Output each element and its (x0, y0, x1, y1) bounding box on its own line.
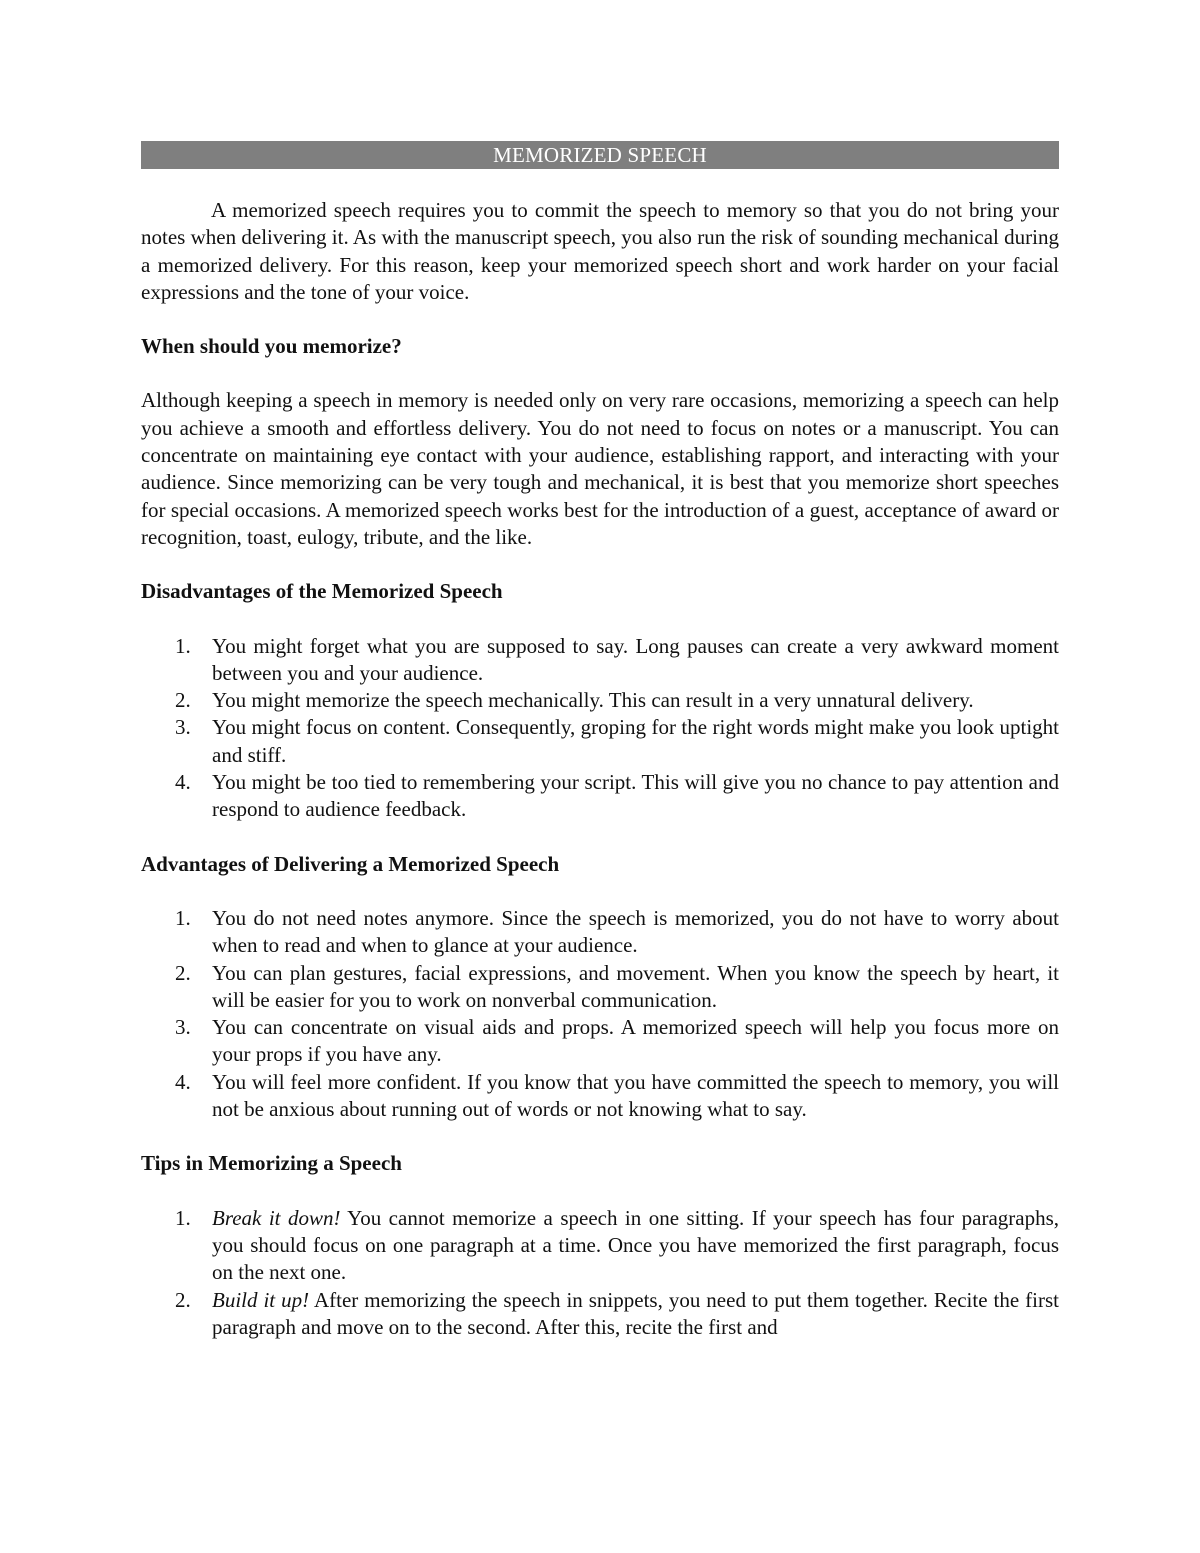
list-number: 3. (175, 1015, 191, 1040)
disadvantages-list (141, 633, 1059, 824)
list-item-text: You cannot memorize a speech in one sitting. If your speech has four paragraphs, you should focus on one paragraph at a time. Once you have memorized the first paragraph, focus on the next one. (212, 1205, 1060, 1285)
list-number: 1. (175, 1205, 191, 1230)
when-memorize-paragraph: Although keeping a speech in memory is needed only on very rare occasions, memorizing a speech can help you achieve a smooth and effortless delivery. You do not need to focus on notes or a manuscript. You can concentrate on maintaining eye contact with your audience, establishing rapport, and interacting with your audience. Since memorizing can be very tough and mechanical, it is best that you memorize short speeches for special occasions. A memorized speech works best for the introduction of a guest, acceptance of award or recognition, toast, eulogy, tribute, and the like. (141, 388, 1059, 549)
list-item-text: You might memorize the speech mechanically. This can result in a very unnatural delivery. (212, 688, 974, 713)
list-number: 2. (175, 1287, 191, 1312)
list-number: 1. (175, 633, 191, 658)
list-item (141, 1069, 1059, 1124)
list-item-text: After memorizing the speech in snippets, you need to put them together. Recite the first paragraph and move on to the second. After this, recite the first and (212, 1287, 1059, 1339)
list-item-text: You can concentrate on visual aids and props. A memorized speech will help you focus more on your props if you have any. (212, 1015, 1059, 1067)
list-number: 1. (175, 905, 191, 930)
advantages-list (141, 905, 1059, 1123)
list-item (141, 687, 1059, 714)
list-number: 4. (175, 770, 191, 795)
intro-paragraph: A memorized speech requires you to commit the speech to memory so that you do not bring your notes when delivering it. As with the manuscript speech, you also run the risk of sounding mechanical during a memorized delivery. For this reason, keep your memorized speech short and work harder on your facial expressions and the tone of your voice. (141, 198, 1059, 304)
list-number: 2. (175, 688, 191, 713)
heading-tips: Tips in Memorizing a Speech (141, 1151, 402, 1176)
list-number: 3. (175, 715, 191, 740)
list-item-text: You might forget what you are supposed to say. Long pauses can create a very awkward moment between you and your audience. (212, 633, 1059, 685)
heading-when-memorize: When should you memorize? (141, 334, 402, 359)
tip-lead: Build it up! (212, 1287, 310, 1312)
heading-advantages: Advantages of Delivering a Memorized Speech (141, 851, 560, 876)
list-item (141, 1014, 1059, 1069)
list-item (141, 1205, 1059, 1287)
tip-lead: Break it down! (212, 1205, 341, 1230)
list-item-text: You do not need notes anymore. Since the speech is memorized, you do not have to worry about when to read and when to glance at your audience. (212, 905, 1059, 958)
document-page (141, 141, 1059, 1341)
list-item-text: You can plan gestures, facial expressions, and movement. When you know the speech by heart, it will be easier for you to work on nonverbal communication. (212, 960, 1059, 1012)
list-item (141, 633, 1059, 688)
list-item-text: You might be too tied to remembering your script. This will give you no chance to pay attention and respond to audience feedback. (212, 770, 1059, 822)
list-number: 4. (175, 1069, 191, 1094)
tips-list (141, 1205, 1059, 1341)
list-item (141, 714, 1059, 769)
list-item (141, 905, 1059, 960)
list-item-text: You might focus on content. Consequently, groping for the right words might make you look uptight and stiff. (212, 715, 1059, 767)
heading-disadvantages: Disadvantages of the Memorized Speech (141, 579, 503, 604)
list-number: 2. (175, 960, 191, 985)
list-item (141, 960, 1059, 1015)
list-item-text: You will feel more confident. If you know that you have committed the speech to memory, you will not be anxious about running out of words or not knowing what to say. (212, 1069, 1059, 1122)
list-item (141, 1287, 1059, 1342)
list-item (141, 769, 1059, 824)
document-title: MEMORIZED SPEECH (141, 141, 1059, 169)
